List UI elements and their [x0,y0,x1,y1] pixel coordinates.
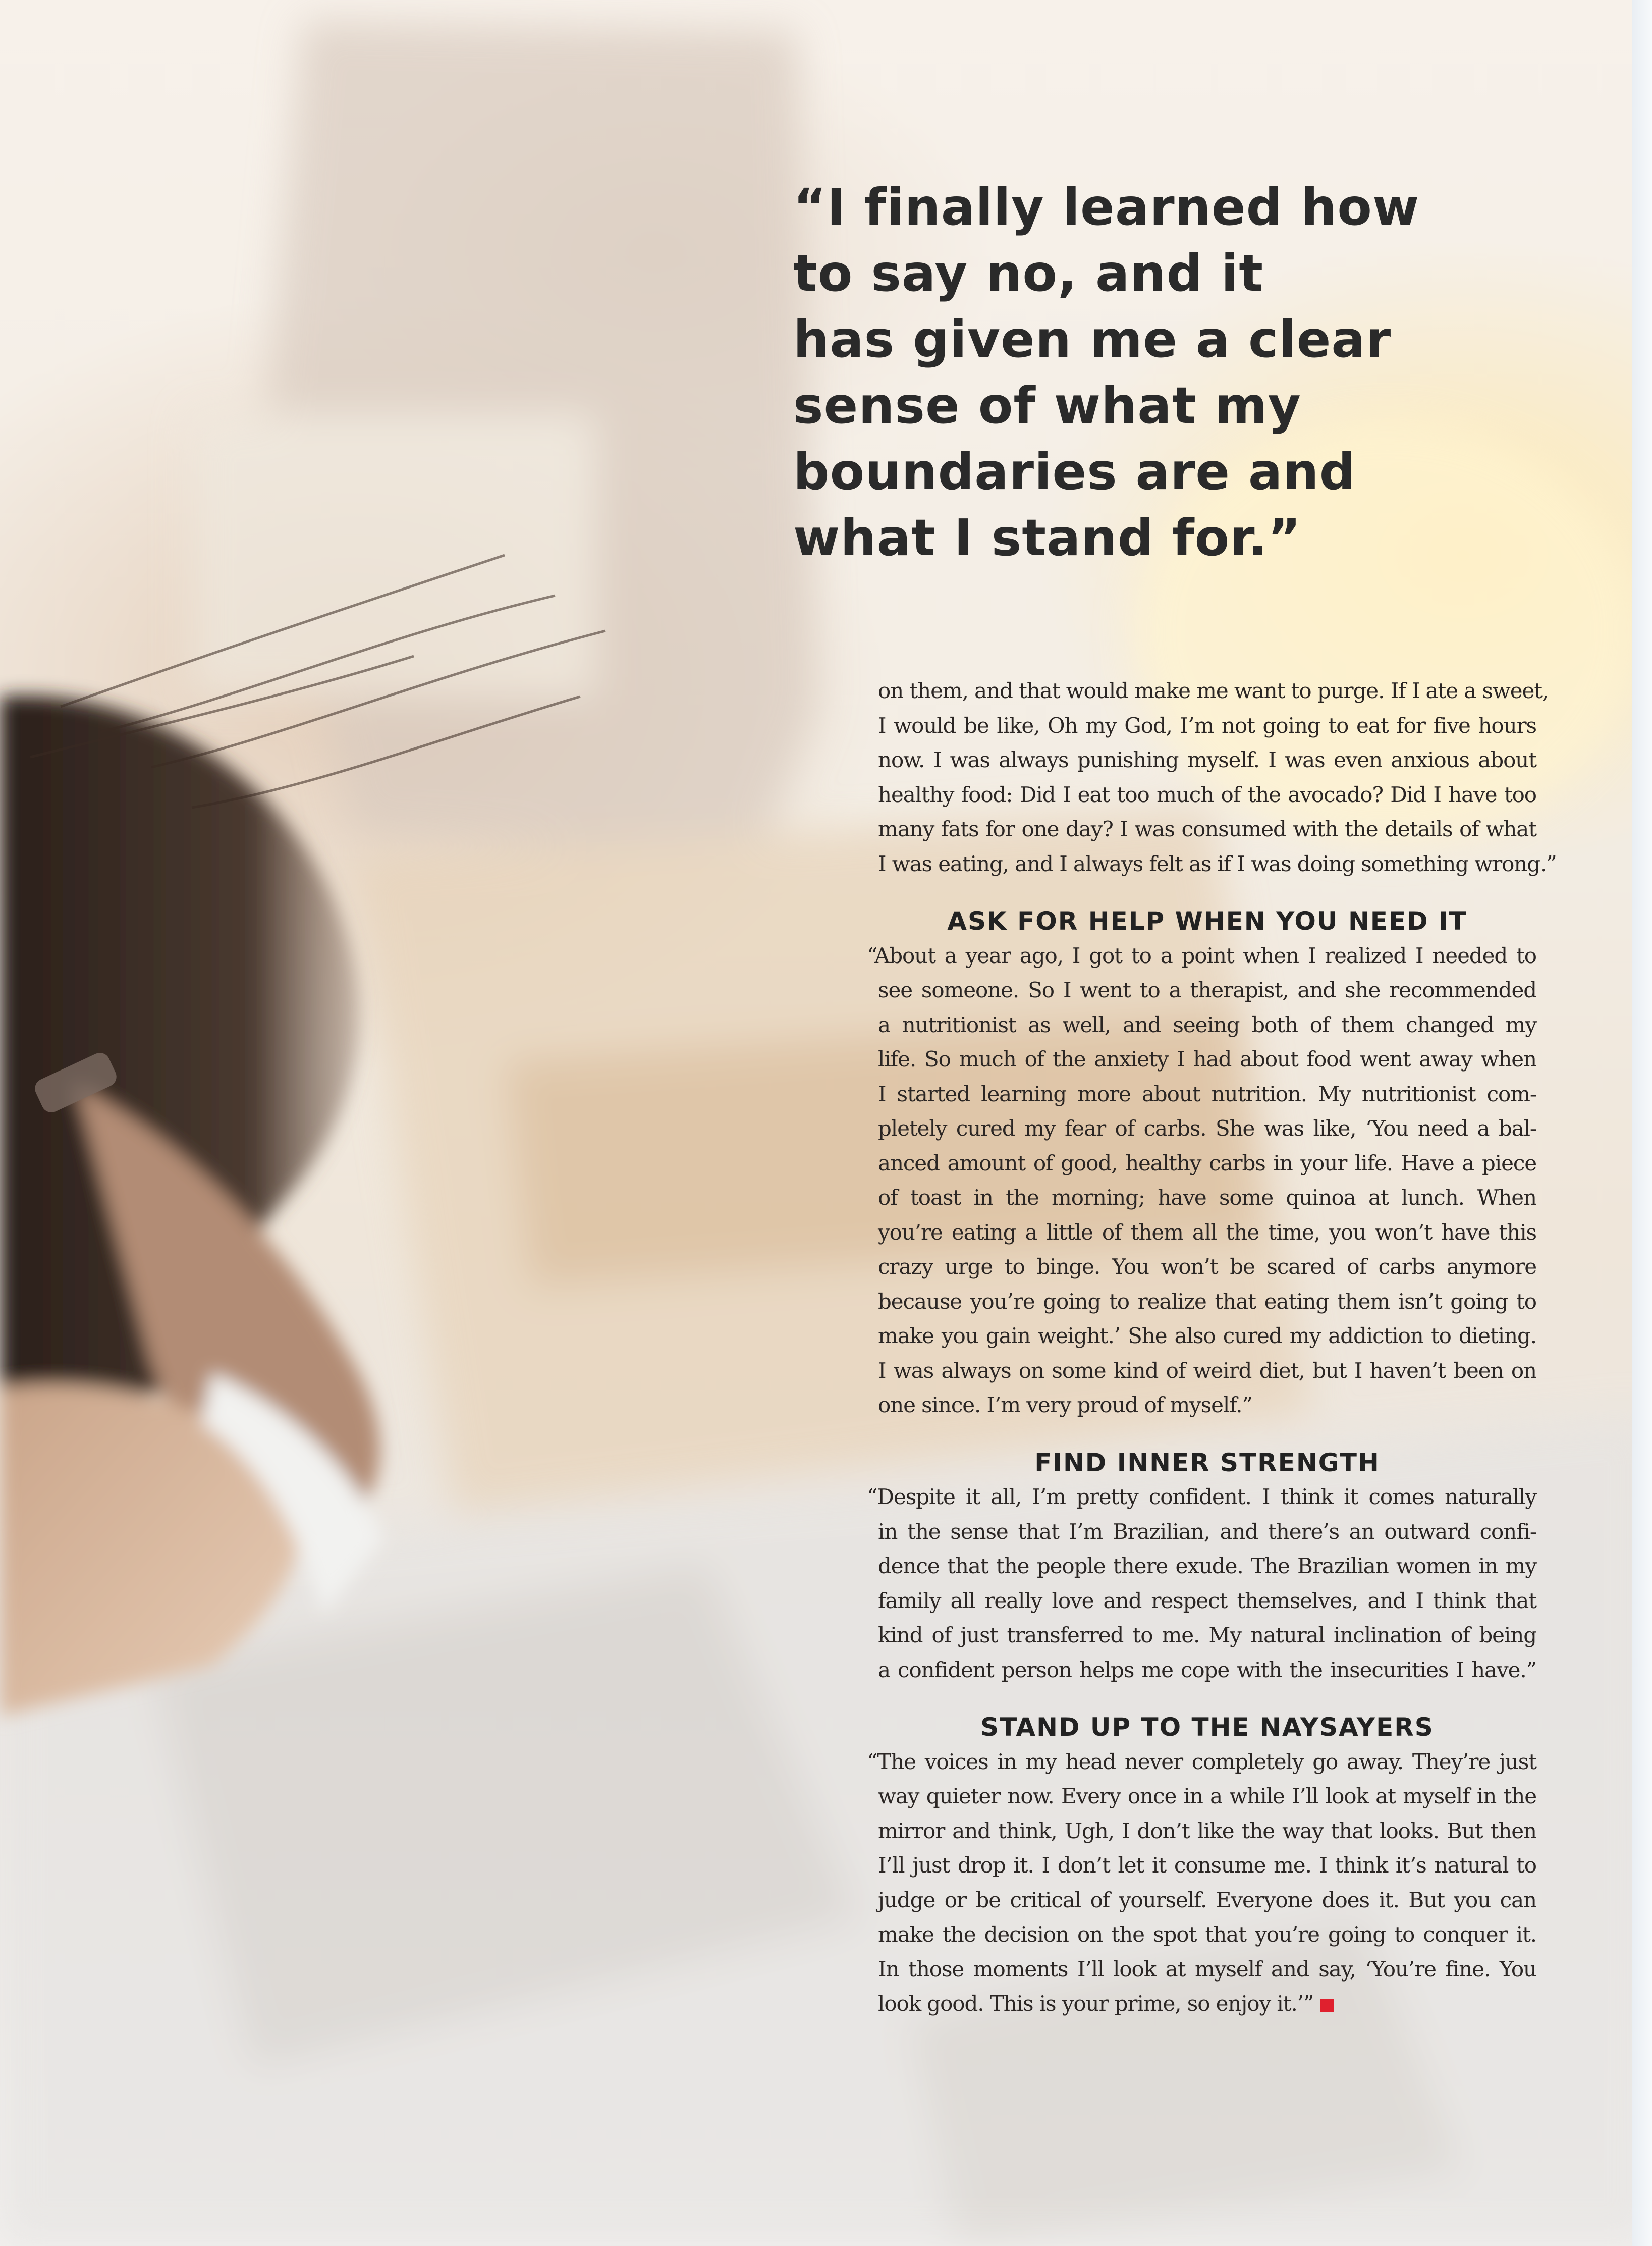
text-line: mirror and think, Ugh, I don’t like the way that looks. But then [878,1818,1536,1843]
text-line: a confident person helps me cope with the insecurities I have.” [878,1657,1536,1682]
text-line: of toast in the morning; have some quinoa at lunch. When [878,1185,1536,1210]
section-paragraph [867,939,1536,1423]
section-paragraph [867,1745,1536,2021]
text-line: I would be like, Oh my God, I’m not going to eat for five hours [878,713,1536,738]
text-line: kind of just transferred to me. My natural inclination of being [878,1623,1536,1647]
text-line: family all really love and respect themselves, and I think that [878,1588,1536,1613]
text-line: many fats for one day? I was consumed with the details of what [878,817,1536,841]
intro-paragraph [878,674,1557,881]
text-line: you’re eating a little of them all the time, you won’t have this [878,1219,1536,1245]
text-line: dence that the people there exude. The Brazilian women in my [878,1554,1536,1578]
page-edge-strip [1632,0,1652,2246]
text-line: make you gain weight.’ She also cured my addiction to dieting. [878,1323,1536,1348]
section-heading: ASK FOR HELP WHEN YOU NEED IT [947,906,1467,936]
pull-quote-line: sense of what my [793,376,1301,435]
text-line: pletely cured my fear of carbs. She was like, ‘You need a bal- [878,1116,1536,1141]
text-line: because you’re going to realize that eating them isn’t going to [878,1289,1536,1314]
text-line: one since. I’m very proud of myself.” [878,1393,1252,1417]
section-paragraph [867,1480,1536,1687]
text-line: a nutritionist as well, and seeing both of them changed my [878,1012,1536,1037]
text-line: I started learning more about nutrition. My nutritionist com- [878,1081,1536,1106]
text-line: healthy food: Did I eat too much of the avocado? Did I have too [878,782,1536,807]
pull-quote [793,174,1490,571]
text-line: way quieter now. Every once in a while I’ll look at myself in the [878,1784,1536,1808]
text-line: I was eating, and I always felt as if I was doing something wrong.” [878,851,1557,876]
text-line: in the sense that I’m Brazilian, and there’s an outward confi- [878,1519,1536,1544]
closing-line-text: look good. This is your prime, so enjoy it.’” [878,1991,1314,2016]
pull-quote-line: “I finally learned how [793,178,1420,237]
text-line: I was always on some kind of weird diet, but I haven’t been on [878,1358,1536,1383]
text-line: now. I was always punishing myself. I was even anxious about [878,747,1536,772]
text-line: “About a year ago, I got to a point when I realized I needed to [867,943,1536,968]
text-line: judge or be critical of yourself. Everyone does it. But you can [878,1887,1536,1912]
section-heading: STAND UP TO THE NAYSAYERS [980,1713,1434,1742]
red-square-end-mark-icon [1320,1999,1334,2012]
text-line: see someone. So I went to a therapist, and she recommended [878,978,1536,1002]
text-line: crazy urge to binge. You won’t be scared of carbs anymore [878,1254,1536,1279]
text-line: make the decision on the spot that you’re going to conquer it. [878,1922,1536,1947]
article-body [867,674,1557,2021]
text-line: “Despite it all, I’m pretty confident. I think it comes naturally [867,1484,1536,1509]
pull-quote-line: what I stand for.” [793,508,1302,567]
text-line: anced amount of good, healthy carbs in your life. Have a piece [878,1150,1536,1175]
text-line: I’ll just drop it. I don’t let it consume me. I think it’s natural to [878,1853,1536,1878]
text-line: life. So much of the anxiety I had about food went away when [878,1047,1536,1072]
section-heading: FIND INNER STRENGTH [1034,1448,1380,1477]
text-line [878,1987,1536,2021]
pull-quote-line: boundaries are and [793,442,1356,501]
pull-quote-line: has given me a clear [793,310,1392,369]
text-line: on them, and that would make me want to purge. If I ate a sweet, [878,678,1549,703]
text-line: “The voices in my head never completely go away. They’re just [867,1749,1536,1774]
text-line: In those moments I’ll look at myself and say, ‘You’re fine. You [878,1956,1536,1982]
pull-quote-line: to say no, and it [793,244,1264,303]
